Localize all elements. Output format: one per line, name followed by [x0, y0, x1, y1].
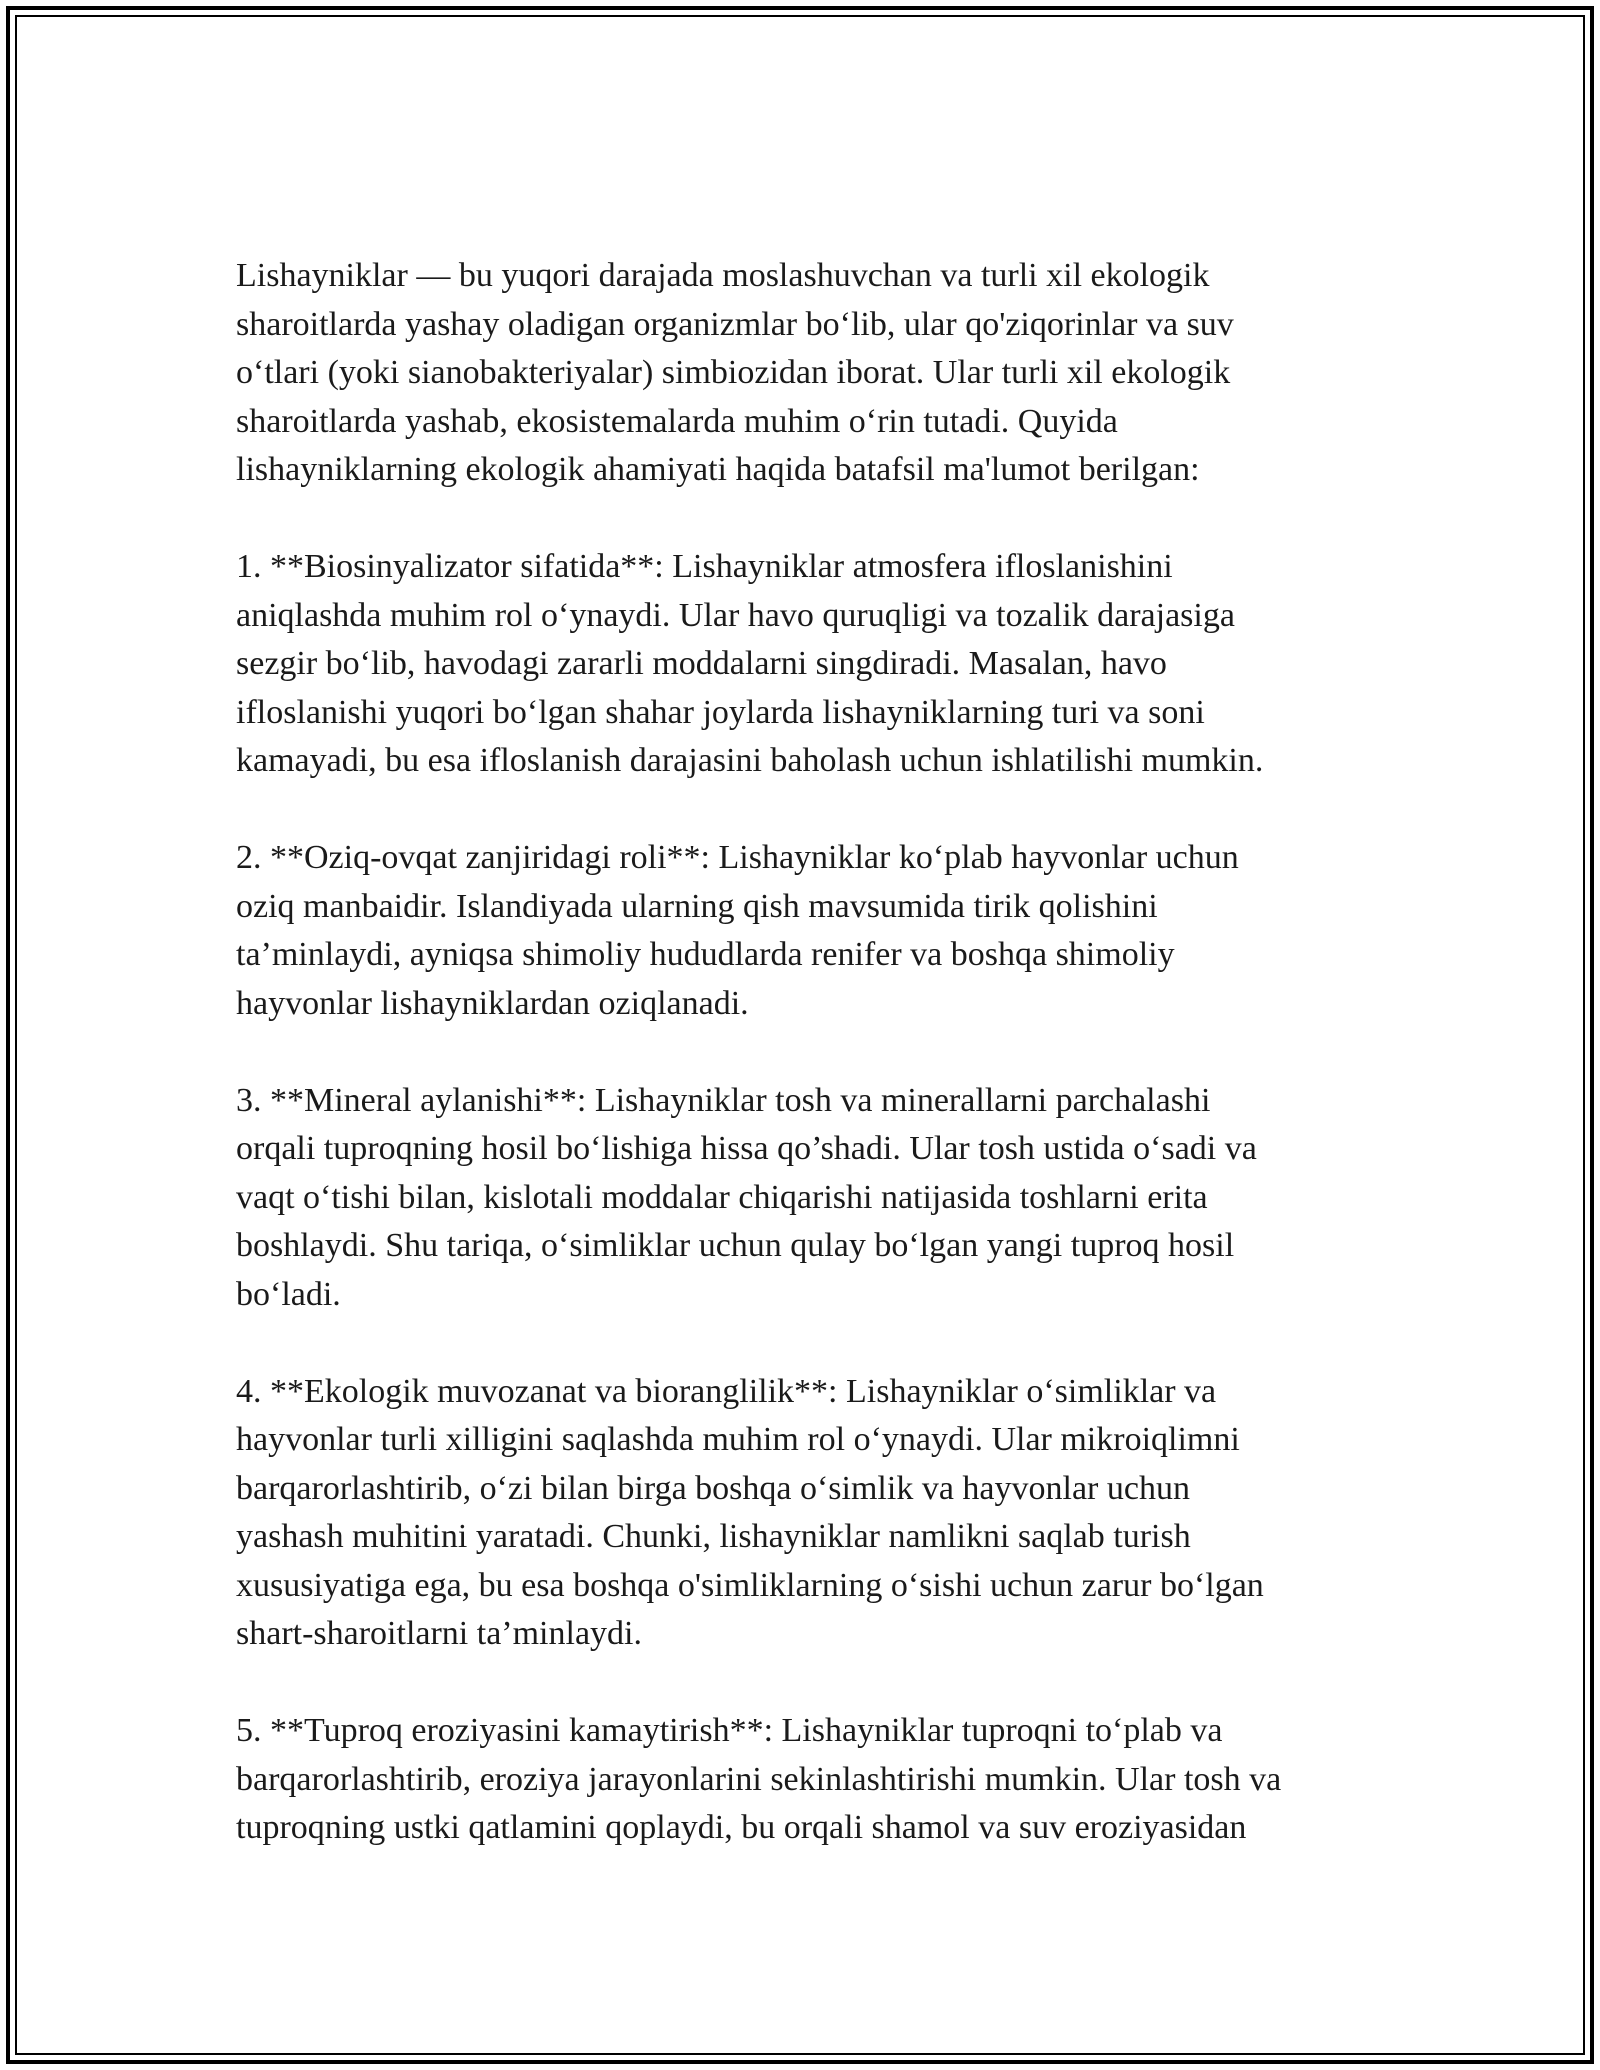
text-line: orqali tuproqning hosil bo‘lishiga hissa qo’shadi. Ular tosh ustida o‘sadi va — [236, 1130, 1257, 1167]
text-line: barqarorlashtirib, eroziya jarayonlarini sekinlashtirishi mumkin. Ular tosh va — [236, 1760, 1282, 1798]
text-line: hayvonlar lishayniklardan oziqlanadi. — [236, 984, 749, 1022]
document-body — [236, 252, 1386, 1901]
text-line: vaqt o‘tishi bilan, kislotali moddalar chiqarishi natijasida toshlarni erita — [236, 1178, 1208, 1216]
text-line: 5. **Tuproq eroziyasini kamaytirish**: Lishayniklar tuproqni to‘plab va — [236, 1712, 1223, 1749]
text-line: tuproqning ustki qatlamini qoplaydi, bu orqali shamol va suv eroziyasidan — [236, 1809, 1247, 1846]
text-line: aniqlashda muhim rol o‘ynaydi. Ular havo quruqligi va tozalik darajasiga — [236, 596, 1235, 634]
text-line: barqarorlashtirib, o‘zi bilan birga boshqa o‘simlik va hayvonlar uchun — [236, 1469, 1190, 1507]
text-line: 4. **Ekologik muvozanat va bioranglilik**: Lishayniklar o‘simliklar va — [236, 1372, 1217, 1410]
text-line: 3. **Mineral aylanishi**: Lishayniklar tosh va minerallarni parchalashi — [236, 1081, 1211, 1119]
text-line: o‘tlari (yoki sianobakteriyalar) simbiozidan iborat. Ular turli xil ekologik — [236, 354, 1231, 391]
list-item-ekologik-muvozanat — [236, 1368, 1386, 1659]
text-line: 2. **Oziq-ovqat zanjiridagi roli**: Lishayniklar ko‘plab hayvonlar uchun — [236, 839, 1239, 876]
text-line: bo‘ladi. — [236, 1275, 341, 1313]
text-line: oziq manbaidir. Islandiyada ularning qish mavsumida tirik qolishini — [236, 887, 1158, 925]
text-line: ta’minlaydi, ayniqsa shimoliy hududlarda renifer va boshqa shimoliy — [236, 936, 1175, 973]
text-line: kamayadi, bu esa ifloslanish darajasini baholash uchun ishlatilishi mumkin. — [236, 742, 1264, 779]
text-line: sezgir bo‘lib, havodagi zararli moddalarni singdiradi. Masalan, havo — [236, 645, 1167, 682]
intro-paragraph — [236, 252, 1386, 495]
text-line: xususiyatiga ega, bu esa boshqa o'simliklarning o‘sishi uchun zarur bo‘lgan — [236, 1566, 1264, 1604]
list-item-tuproq-eroziyasi — [236, 1707, 1386, 1853]
text-line: lishayniklarning ekologik ahamiyati haqida batafsil ma'lumot berilgan: — [236, 451, 1200, 488]
list-item-oziq-ovqat — [236, 834, 1386, 1028]
text-line: shart-sharoitlarni ta’minlaydi. — [236, 1615, 642, 1652]
text-line: 1. **Biosinyalizator sifatida**: Lishayniklar atmosfera ifloslanishini — [236, 548, 1173, 585]
text-line: hayvonlar turli xilligini saqlashda muhim rol o‘ynaydi. Ular mikroiqlimni — [236, 1421, 1240, 1458]
text-line: ifloslanishi yuqori bo‘lgan shahar joylarda lishayniklarning turi va soni — [236, 693, 1205, 731]
text-line: Lishayniklar — bu yuqori darajada moslashuvchan va turli xil ekologik — [236, 257, 1210, 294]
text-line: sharoitlarda yashay oladigan organizmlar bo‘lib, ular qo'ziqorinlar va suv — [236, 305, 1234, 343]
list-item-mineral — [236, 1077, 1386, 1320]
text-line: sharoitlarda yashab, ekosistemalarda muhim o‘rin tutadi. Quyida — [236, 402, 1118, 440]
text-line: yashash muhitini yaratadi. Chunki, lishayniklar namlikni saqlab turish — [236, 1518, 1191, 1555]
list-item-biosinyalizator — [236, 543, 1386, 786]
text-line: boshlaydi. Shu tariqa, o‘simliklar uchun qulay bo‘lgan yangi tuproq hosil — [236, 1227, 1235, 1264]
